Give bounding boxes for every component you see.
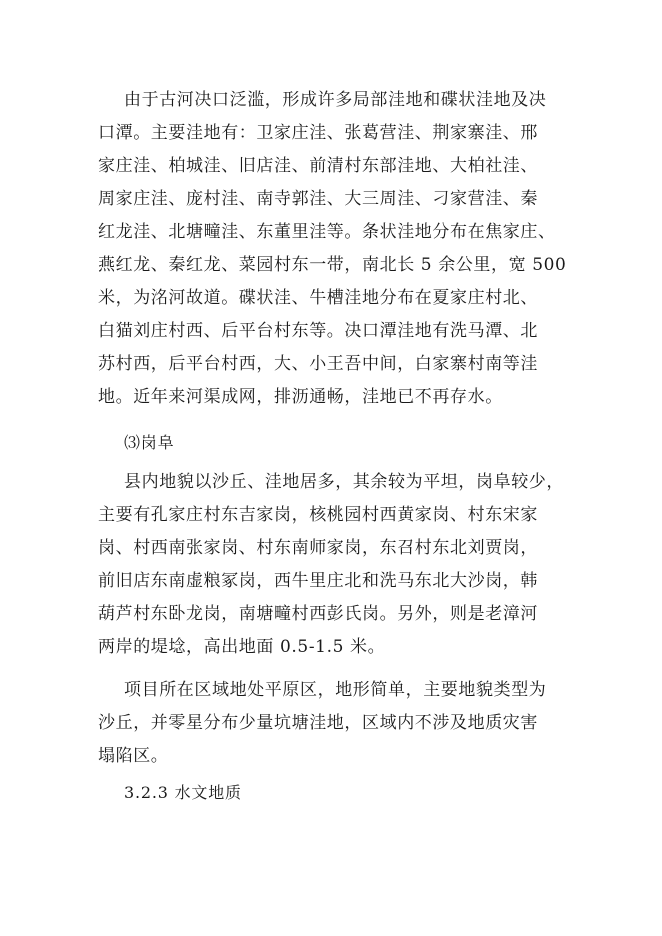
- text-line: 红龙洼、北塘疃洼、东董里洼等。条状洼地分布在焦家庄、: [98, 222, 556, 242]
- text-line: 白猫刘庄村西、后平台村东等。决口潭洼地有洗马潭、北: [98, 321, 538, 341]
- text-line: 岗、村西南张家岗、村东南师家岗，东召村东北刘贾岗，: [98, 538, 538, 558]
- text-line: 燕红龙、秦红龙、菜园村东一带，南北长 5 余公里，宽 500: [98, 255, 567, 275]
- text-line: 口潭。主要洼地有：卫家庄洼、张葛营洼、荆家寨洼、邢: [98, 123, 538, 143]
- text-line: 县内地貌以沙丘、洼地居多，其余较为平坦，岗阜较少，: [124, 472, 564, 492]
- text-line: 米，为洺河故道。碟状洼、牛槽洼地分布在夏家庄村北、: [98, 288, 538, 308]
- text-line: 主要有孔家庄村东吉家岗，核桃园村西黄家岗、村东宋家: [98, 505, 538, 525]
- text-line: 葫芦村东卧龙岗，南塘疃村西彭氏岗。另外，则是老漳河: [98, 604, 538, 624]
- text-line: 前旧店东南虚粮冢岗，西牛里庄北和洗马东北大沙岗，韩: [98, 571, 538, 591]
- text-line: 两岸的堤埝，高出地面 0.5-1.5 米。: [98, 637, 386, 657]
- text-line: 苏村西，后平台村西，大、小王吾中间，白家寨村南等洼: [98, 354, 538, 374]
- text-line: 塌陷区。: [98, 746, 169, 766]
- text-line: 周家庄洼、庞村洼、南寺郭洼、大三周洼、刁家营洼、秦: [98, 189, 538, 209]
- text-line: 沙丘，并零星分布少量坑塘洼地，区域内不涉及地质灾害: [98, 713, 538, 733]
- section-heading-hydrogeology: 3.2.3 水文地质: [124, 783, 242, 802]
- text-line: 项目所在区域地处平原区，地形简单，主要地貌类型为: [124, 680, 547, 700]
- text-line: 由于古河决口泛滥，形成许多局部洼地和碟状洼地及决: [124, 90, 547, 110]
- text-line: 地。近年来河渠成网，排沥通畅，洼地已不再存水。: [98, 387, 503, 407]
- subheading-gangfu: ⑶岗阜: [124, 433, 175, 452]
- text-line: 家庄洼、柏城洼、旧店洼、前清村东部洼地、大柏社洼、: [98, 156, 538, 176]
